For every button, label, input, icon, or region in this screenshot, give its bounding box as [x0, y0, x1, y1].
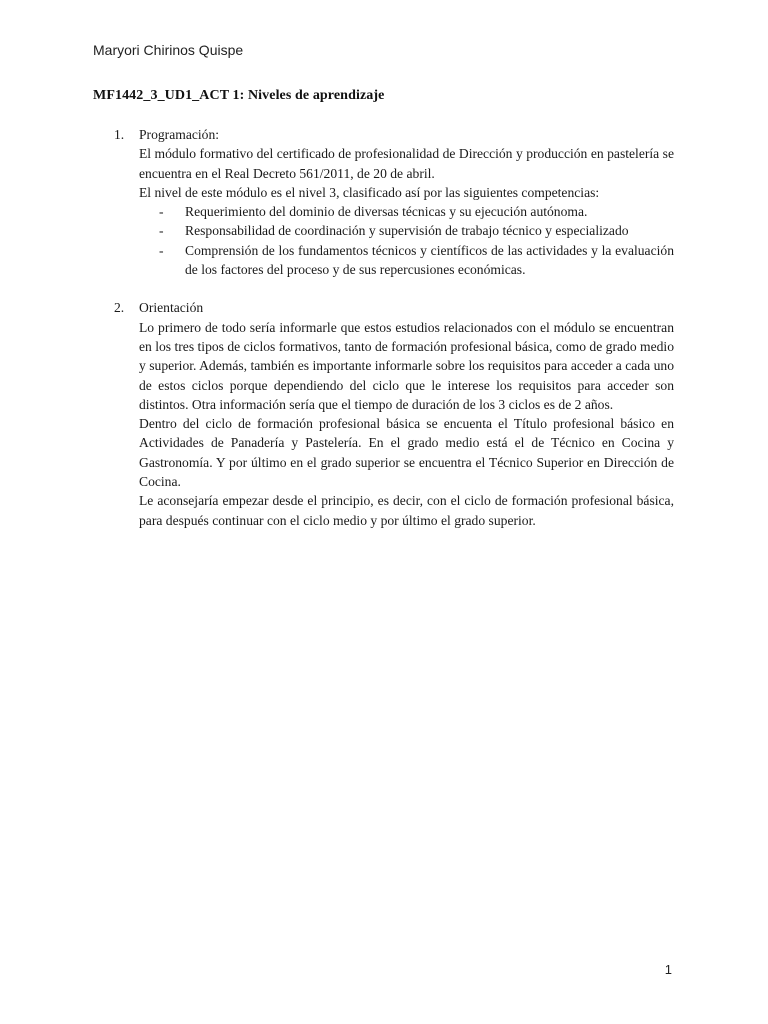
dash-bullet-icon: -	[159, 223, 164, 239]
page-header-author: Maryori Chirinos Quispe	[93, 42, 244, 58]
paragraph: El módulo formativo del certificado de profesionalidad de Dirección y producción en pastelería se encuentra en el Real Decreto 561/2011, de 20 de abril.	[139, 146, 674, 181]
document-title: MF1442_3_UD1_ACT 1: Niveles de aprendizaje	[93, 88, 385, 103]
section-heading: Orientación	[139, 300, 204, 316]
dash-bullet-icon: -	[159, 204, 164, 220]
document-body	[93, 125, 674, 530]
paragraph: Lo primero de todo sería informarle que estos estudios relacionados con el módulo se encuentran en los tres tipos de ciclos formativos, tanto de formación profesional básica, como de grado medio y superior. Además, también es importante informarle sobre los requisitos para acceder a cada uno de estos ciclos porque dependiendo del ciclo que le interese los requisitos para acceder son distintos. Otra información sería que el tiempo de duración de los 3 ciclos es de 2 años.	[139, 319, 674, 412]
section-heading: Programación:	[139, 127, 220, 142]
page-number: 1	[664, 962, 672, 977]
section-number: 1.	[114, 127, 125, 142]
list-item	[139, 241, 674, 280]
section-number: 2.	[114, 300, 125, 316]
section-orientacion	[93, 298, 674, 530]
paragraph: El nivel de este módulo es el nivel 3, clasificado así por las siguientes competencias:	[139, 184, 600, 200]
paragraph: Dentro del ciclo de formación profesional básica se encuenta el Título profesional básico en Actividades de Panadería y Pastelería. En el grado medio está el de Técnico en Cocina y Gastronomía. Y por último en el grado superior se encuentra el Técnico Superior en Dirección de Cocina.	[139, 416, 674, 490]
list-item-text: Responsabilidad de coordinación y supervisión de trabajo técnico y especializado	[185, 223, 629, 239]
dash-bullet-icon: -	[159, 242, 164, 258]
competencies-list	[139, 202, 674, 279]
paragraph: Le aconsejaría empezar desde el principio, es decir, con el ciclo de formación profesional básica, para después continuar con el ciclo medio y por último el grado superior.	[139, 493, 674, 528]
list-item	[139, 221, 674, 240]
list-item-text: Comprensión de los fundamentos técnicos y científicos de las actividades y la evaluación de los factores del proceso y de sus repercusiones económicas.	[185, 242, 674, 278]
section-programacion	[93, 125, 674, 279]
list-item-text: Requerimiento del dominio de diversas técnicas y su ejecución autónoma.	[185, 204, 588, 220]
list-item	[139, 202, 674, 221]
